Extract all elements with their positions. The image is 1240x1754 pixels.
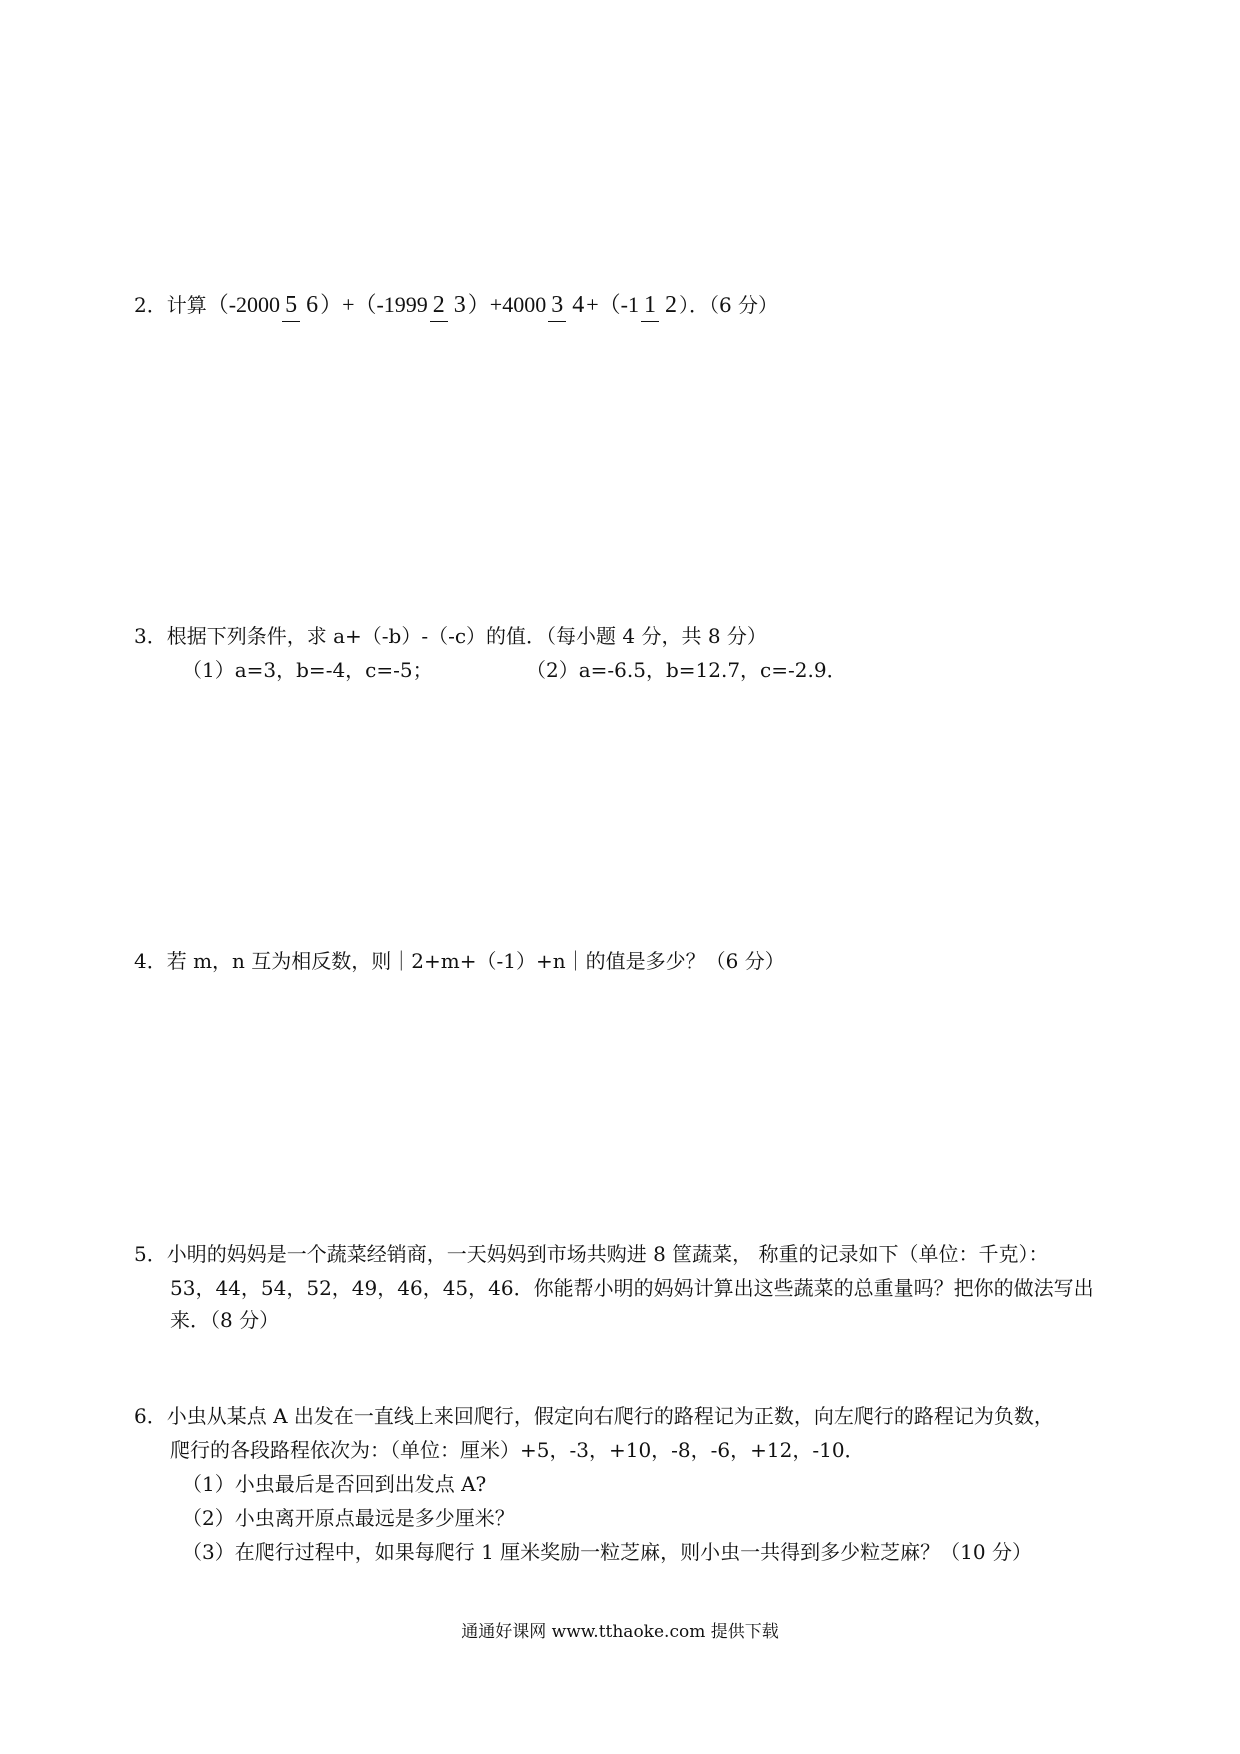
footer-text: 通通好课网 www.tthaoke.com 提供下载 bbox=[461, 1622, 779, 1642]
question-2-term-1: （-2000 bbox=[206, 292, 281, 317]
fraction-numerator: 3 bbox=[548, 292, 566, 322]
fraction-denominator: 6 bbox=[306, 292, 319, 318]
fraction-5-6 bbox=[282, 293, 318, 317]
question-2-label: 计算 bbox=[166, 293, 207, 317]
fraction-denominator: 3 bbox=[453, 292, 466, 318]
question-2-term-2: ）+（-1999 bbox=[320, 292, 428, 317]
question-4-line-1: 4．若 m，n 互为相反数，则｜2+m+（-1）+n｜的值是多少？（6 分） bbox=[134, 949, 785, 973]
fraction-numerator: 2 bbox=[430, 292, 448, 322]
question-3-line-1: 3．根据下列条件，求 a+（-b）-（-c）的值．（每小题 4 分，共 8 分） bbox=[134, 624, 767, 648]
fraction-1-2 bbox=[641, 293, 677, 317]
fraction-denominator: 2 bbox=[664, 292, 677, 318]
question-6-line-1: 6．小虫从某点 A 出发在一直线上来回爬行，假定向右爬行的路程记为正数，向左爬行的路程记为负数， bbox=[134, 1404, 1054, 1428]
question-6-sub-2: （2）小虫离开原点最远是多少厘米？ bbox=[182, 1506, 515, 1530]
question-5-line-3: 来．（8 分） bbox=[170, 1308, 280, 1332]
question-2-number: 2． bbox=[134, 293, 167, 317]
fraction-numerator: 1 bbox=[641, 292, 659, 322]
question-6-sub-3: （3）在爬行过程中，如果每爬行 1 厘米奖励一粒芝麻，则小虫一共得到多少粒芝麻？（10 分） bbox=[182, 1540, 1032, 1564]
question-6-sub-1: （1）小虫最后是否回到出发点 A? bbox=[182, 1472, 487, 1496]
fraction-2-3 bbox=[430, 293, 466, 317]
fraction-3-4 bbox=[548, 293, 584, 317]
question-5-line-1: 5．小明的妈妈是一个蔬菜经销商，一天妈妈到市场共购进 8 筐蔬菜， 称重的记录如下（单位：千克）： bbox=[134, 1242, 1049, 1266]
page-footer bbox=[0, 1624, 1240, 1641]
fraction-numerator: 5 bbox=[282, 292, 300, 322]
question-5-line-2: 53，44，54，52，49，46，45，46．你能帮小明的妈妈计算出这些蔬菜的总重量吗？把你的做法写出 bbox=[170, 1276, 1094, 1300]
question-3-sub-2: （2）a=-6.5，b=12.7，c=-2.9． bbox=[526, 658, 847, 682]
fraction-denominator: 4 bbox=[572, 292, 585, 318]
question-2-tail: ）．（6 分） bbox=[678, 293, 779, 317]
question-2 bbox=[134, 293, 778, 317]
question-2-term-4: +（-1 bbox=[586, 292, 639, 317]
question-2-term-3: ）+4000 bbox=[467, 292, 547, 317]
question-3-sub-1: （1）a=3，b=-4，c=-5； bbox=[182, 658, 433, 682]
question-6-line-2: 爬行的各段路程依次为：（单位：厘米）+5，-3，+10，-8，-6，+12，-10． bbox=[170, 1438, 865, 1462]
